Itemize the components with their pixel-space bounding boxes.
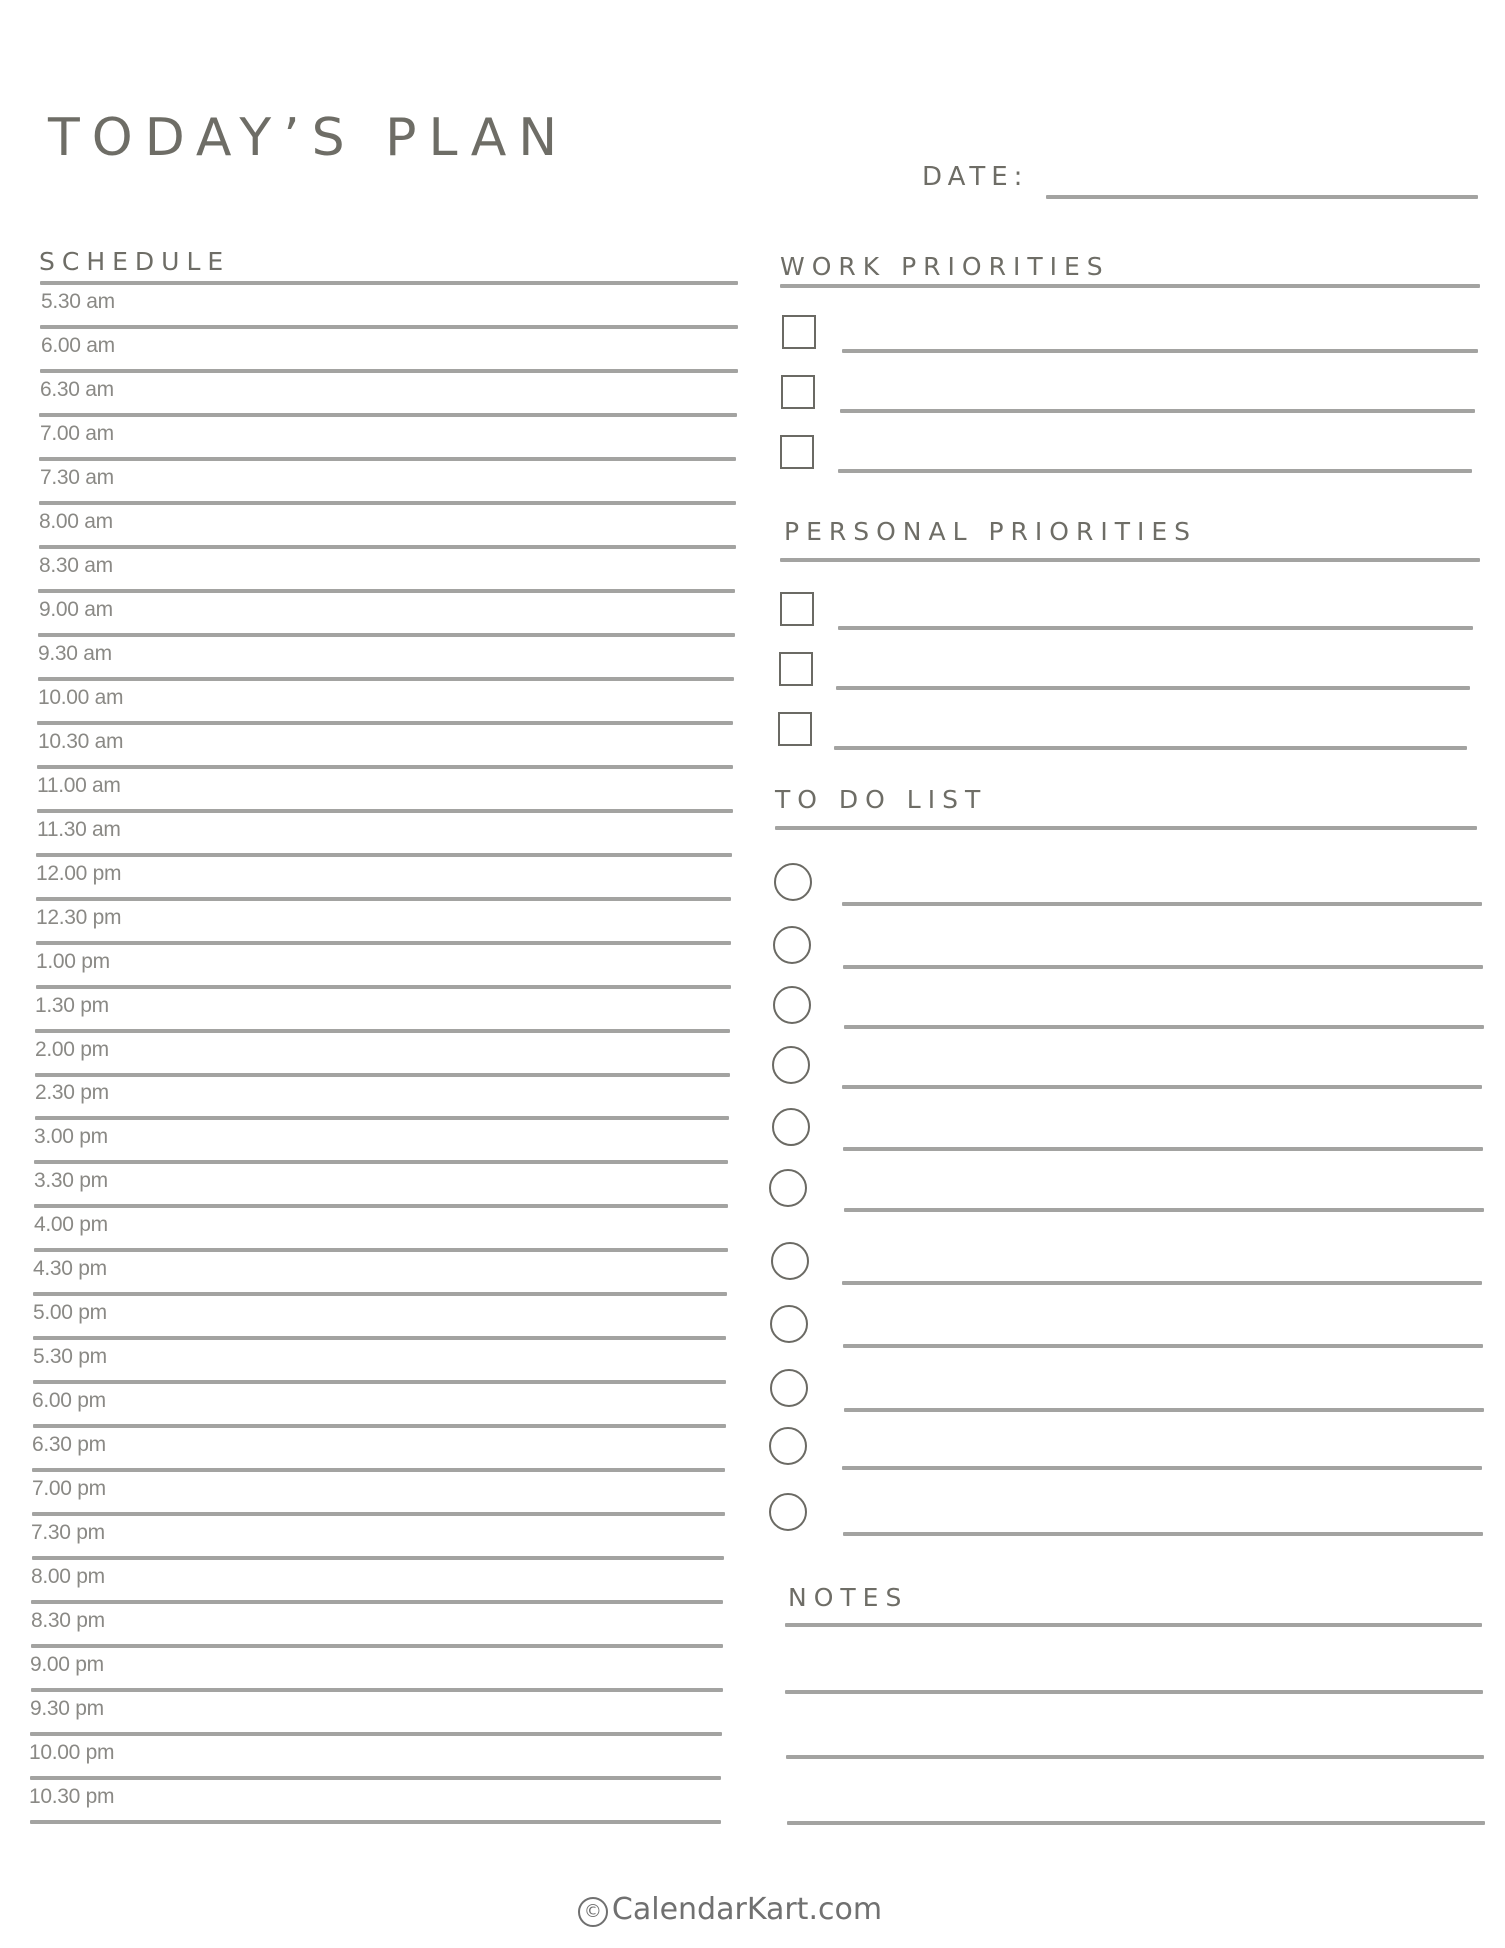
schedule-line[interactable] bbox=[33, 1424, 726, 1428]
circle-icon[interactable] bbox=[771, 1242, 809, 1280]
schedule-time-label: 7.30 am bbox=[40, 466, 114, 489]
todo-line[interactable] bbox=[844, 1025, 1484, 1029]
schedule-time-label: 5.30 am bbox=[41, 290, 115, 313]
todo-line[interactable] bbox=[844, 1208, 1484, 1212]
schedule-time-label: 1.00 pm bbox=[36, 950, 110, 973]
circle-icon[interactable] bbox=[769, 1427, 807, 1465]
circle-icon[interactable] bbox=[770, 1369, 808, 1407]
work-priorities-line[interactable] bbox=[838, 469, 1472, 473]
schedule-time-label: 11.00 am bbox=[37, 774, 121, 797]
schedule-time-label: 8.00 am bbox=[39, 510, 113, 533]
todo-line[interactable] bbox=[843, 1147, 1483, 1151]
personal-priorities-heading: PERSONAL PRIORITIES bbox=[784, 517, 1198, 546]
schedule-time-label: 10.30 pm bbox=[29, 1785, 115, 1808]
circle-icon[interactable] bbox=[770, 1305, 808, 1343]
schedule-time-label: 9.00 am bbox=[39, 598, 113, 621]
schedule-time-label: 4.00 pm bbox=[34, 1213, 108, 1236]
schedule-line[interactable] bbox=[33, 1380, 726, 1384]
schedule-line[interactable] bbox=[31, 1688, 723, 1692]
schedule-line[interactable] bbox=[35, 1029, 730, 1033]
circle-icon[interactable] bbox=[772, 1046, 810, 1084]
schedule-time-label: 9.30 am bbox=[38, 642, 112, 665]
schedule-time-label: 11.30 am bbox=[37, 818, 121, 841]
schedule-time-label: 6.30 pm bbox=[32, 1433, 106, 1456]
personal-priorities-line[interactable] bbox=[838, 626, 1473, 630]
schedule-line[interactable] bbox=[36, 853, 732, 857]
schedule-time-label: 12.00 pm bbox=[36, 862, 122, 885]
schedule-line[interactable] bbox=[38, 589, 735, 593]
circle-icon[interactable] bbox=[769, 1169, 807, 1207]
schedule-time-label: 12.30 pm bbox=[36, 906, 122, 929]
schedule-time-label: 10.30 am bbox=[38, 730, 124, 753]
todo-line[interactable] bbox=[842, 1281, 1482, 1285]
personal-priorities-heading-rule bbox=[780, 558, 1480, 562]
circle-icon[interactable] bbox=[772, 1108, 810, 1146]
schedule-line[interactable] bbox=[35, 1116, 729, 1120]
notes-line[interactable] bbox=[787, 1821, 1485, 1825]
todo-line[interactable] bbox=[844, 1408, 1484, 1412]
notes-line[interactable] bbox=[785, 1690, 1483, 1694]
date-label: DATE: bbox=[922, 162, 1029, 192]
schedule-time-label: 5.00 pm bbox=[33, 1301, 107, 1324]
schedule-line[interactable] bbox=[34, 1204, 728, 1208]
work-priorities-heading: WORK PRIORITIES bbox=[780, 252, 1110, 281]
work-priorities-line[interactable] bbox=[842, 349, 1478, 353]
schedule-line[interactable] bbox=[33, 1336, 726, 1340]
schedule-line[interactable] bbox=[32, 1556, 724, 1560]
schedule-line[interactable] bbox=[39, 413, 737, 417]
circle-icon[interactable] bbox=[774, 863, 812, 901]
schedule-line[interactable] bbox=[40, 369, 738, 373]
page-title: TODAY’S PLAN bbox=[48, 108, 570, 168]
schedule-line[interactable] bbox=[30, 1776, 721, 1780]
schedule-time-label: 8.30 pm bbox=[31, 1609, 105, 1632]
work-priorities-line[interactable] bbox=[840, 409, 1475, 413]
schedule-time-label: 9.00 pm bbox=[30, 1653, 104, 1676]
schedule-time-label: 6.00 am bbox=[41, 334, 115, 357]
schedule-line[interactable] bbox=[38, 677, 734, 681]
schedule-time-label: 7.00 pm bbox=[32, 1477, 106, 1500]
schedule-time-label: 2.30 pm bbox=[35, 1081, 109, 1104]
schedule-time-label: 3.30 pm bbox=[34, 1169, 108, 1192]
schedule-line[interactable] bbox=[38, 633, 735, 637]
schedule-line[interactable] bbox=[37, 721, 733, 725]
schedule-time-label: 10.00 am bbox=[38, 686, 124, 709]
schedule-time-label: 4.30 pm bbox=[33, 1257, 107, 1280]
schedule-time-label: 8.30 am bbox=[39, 554, 113, 577]
schedule-line[interactable] bbox=[39, 457, 736, 461]
personal-priorities-line[interactable] bbox=[836, 686, 1470, 690]
schedule-line[interactable] bbox=[33, 1292, 727, 1296]
schedule-line[interactable] bbox=[32, 1468, 725, 1472]
schedule-time-label: 10.00 pm bbox=[29, 1741, 115, 1764]
schedule-line[interactable] bbox=[34, 1248, 728, 1252]
schedule-line[interactable] bbox=[30, 1732, 722, 1736]
schedule-line[interactable] bbox=[34, 1160, 728, 1164]
schedule-line[interactable] bbox=[30, 1820, 721, 1824]
todo-line[interactable] bbox=[842, 1085, 1482, 1089]
todo-heading: TO DO LIST bbox=[775, 785, 988, 814]
schedule-time-label: 2.00 pm bbox=[35, 1038, 109, 1061]
schedule-line[interactable] bbox=[37, 765, 733, 769]
schedule-line[interactable] bbox=[32, 1512, 725, 1516]
schedule-time-label: 1.30 pm bbox=[35, 994, 109, 1017]
schedule-line[interactable] bbox=[37, 809, 733, 813]
todo-line[interactable] bbox=[842, 902, 1482, 906]
checkbox-icon[interactable] bbox=[780, 435, 814, 469]
circle-icon[interactable] bbox=[773, 986, 811, 1024]
notes-line[interactable] bbox=[786, 1755, 1484, 1759]
todo-line[interactable] bbox=[843, 1532, 1483, 1536]
schedule-time-label: 7.30 pm bbox=[31, 1521, 105, 1544]
checkbox-icon[interactable] bbox=[778, 712, 812, 746]
schedule-time-label: 7.00 am bbox=[40, 422, 114, 445]
personal-priorities-line[interactable] bbox=[834, 746, 1467, 750]
schedule-line[interactable] bbox=[31, 1644, 723, 1648]
schedule-line[interactable] bbox=[39, 545, 736, 549]
schedule-time-label: 8.00 pm bbox=[31, 1565, 105, 1588]
notes-heading: NOTES bbox=[788, 1583, 909, 1612]
schedule-time-label: 6.00 pm bbox=[32, 1389, 106, 1412]
schedule-line[interactable] bbox=[31, 1600, 723, 1604]
schedule-time-label: 3.00 pm bbox=[34, 1125, 108, 1148]
date-field-line[interactable] bbox=[1046, 195, 1478, 199]
checkbox-icon[interactable] bbox=[780, 592, 814, 626]
checkbox-icon[interactable] bbox=[781, 375, 815, 409]
notes-heading-rule bbox=[785, 1623, 1482, 1627]
schedule-heading: SCHEDULE bbox=[39, 247, 231, 276]
todo-line[interactable] bbox=[843, 965, 1483, 969]
todo-heading-rule bbox=[775, 826, 1477, 830]
schedule-line[interactable] bbox=[36, 941, 731, 945]
footer-credit bbox=[0, 1892, 1460, 1927]
schedule-time-label: 5.30 pm bbox=[33, 1345, 107, 1368]
circle-icon[interactable] bbox=[773, 926, 811, 964]
schedule-heading-rule bbox=[40, 281, 738, 285]
circle-icon[interactable] bbox=[769, 1493, 807, 1531]
schedule-line[interactable] bbox=[40, 325, 738, 329]
schedule-line[interactable] bbox=[36, 985, 731, 989]
work-priorities-heading-rule bbox=[780, 284, 1480, 288]
todo-line[interactable] bbox=[842, 1466, 1482, 1470]
schedule-time-label: 9.30 pm bbox=[30, 1697, 104, 1720]
schedule-line[interactable] bbox=[35, 1073, 730, 1077]
footer-site-link[interactable]: CalendarKart.com bbox=[611, 1892, 883, 1927]
todo-line[interactable] bbox=[843, 1344, 1483, 1348]
schedule-line[interactable] bbox=[36, 897, 731, 901]
checkbox-icon[interactable] bbox=[782, 315, 816, 349]
schedule-line[interactable] bbox=[39, 501, 736, 505]
schedule-time-label: 6.30 am bbox=[40, 378, 114, 401]
copyright-icon: © bbox=[578, 1897, 608, 1927]
checkbox-icon[interactable] bbox=[779, 652, 813, 686]
